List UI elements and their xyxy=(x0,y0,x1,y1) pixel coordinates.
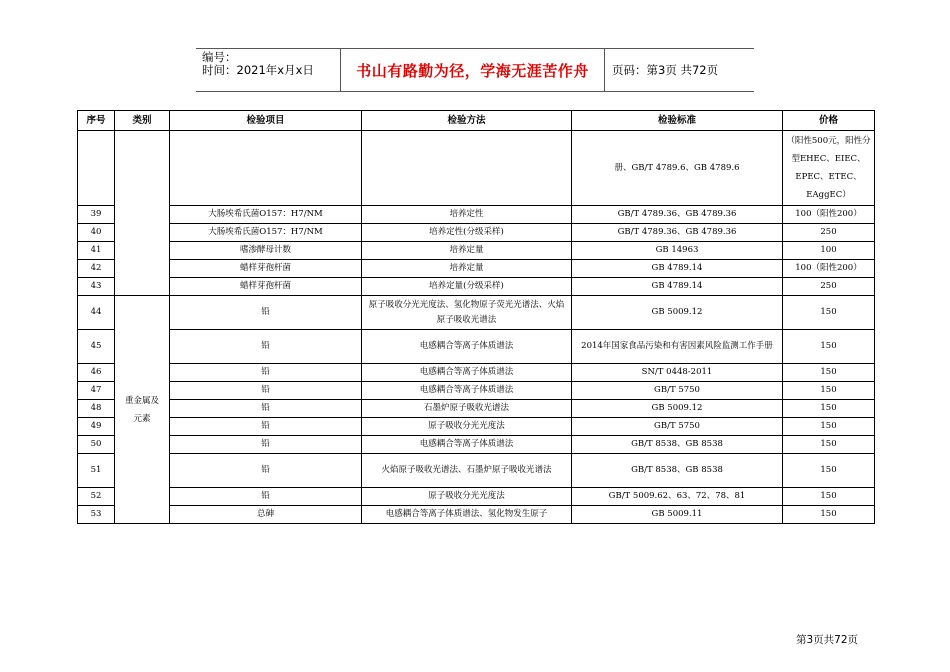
cell-method: 火焰原子吸收光谱法、石墨炉原子吸收光谱法 xyxy=(362,454,572,488)
table-row xyxy=(78,506,875,524)
cell-method: 培养定性(分级采样) xyxy=(362,224,572,242)
table-row xyxy=(78,364,875,382)
cell-price: 250 xyxy=(783,278,875,296)
cell-price: 150 xyxy=(783,364,875,382)
cell-seq: 52 xyxy=(78,488,115,506)
table-row xyxy=(78,278,875,296)
cell-item: 蜡样芽孢杆菌 xyxy=(170,278,362,296)
header-standard: 检验标准 xyxy=(572,111,783,131)
cell-method: 培养定量 xyxy=(362,242,572,260)
cell-method: 石墨炉原子吸收光谱法 xyxy=(362,400,572,418)
cell-standard: GB/T 8538、GB 8538 xyxy=(572,436,783,454)
table-header-row xyxy=(78,111,875,131)
cell-price: 150 xyxy=(783,436,875,454)
cell-method xyxy=(362,131,572,206)
table-row xyxy=(78,296,875,330)
cell-category xyxy=(115,131,170,296)
cell-standard: GB 4789.14 xyxy=(572,260,783,278)
cell-category-heavy-metals xyxy=(115,296,170,524)
cell-standard: 册、GB/T 4789.6、GB 4789.6 xyxy=(572,131,783,206)
cell-seq: 49 xyxy=(78,418,115,436)
table-row xyxy=(78,418,875,436)
cell-seq: 51 xyxy=(78,454,115,488)
cell-seq: 39 xyxy=(78,206,115,224)
cell-item: 铅 xyxy=(170,330,362,364)
cell-price: 100 xyxy=(783,242,875,260)
cell-item: 蜡样芽孢杆菌 xyxy=(170,260,362,278)
cell-standard: GB/T 8538、GB 8538 xyxy=(572,454,783,488)
cell-seq: 42 xyxy=(78,260,115,278)
cell-seq: 41 xyxy=(78,242,115,260)
cell-method: 电感耦合等离子体质谱法 xyxy=(362,364,572,382)
header-method: 检验方法 xyxy=(362,111,572,131)
cell-method: 原子吸收分光光度法 xyxy=(362,418,572,436)
number-label: 编号： xyxy=(202,50,237,64)
cell-standard: GB 4789.14 xyxy=(572,278,783,296)
cell-standard: 2014年国家食品污染和有害因素风险监测工作手册 xyxy=(572,330,783,364)
cell-item: 铅 xyxy=(170,454,362,488)
cell-price: 150 xyxy=(783,296,875,330)
cell-seq: 43 xyxy=(78,278,115,296)
cell-standard: GB/T 5750 xyxy=(572,382,783,400)
cell-method: 电感耦合等离子体质谱法 xyxy=(362,330,572,364)
header-price: 价格 xyxy=(783,111,875,131)
cell-price: 250 xyxy=(783,224,875,242)
cell-seq: 46 xyxy=(78,364,115,382)
cell-price: 150 xyxy=(783,506,875,524)
cell-price: （阳性500元，阳性分型EHEC、EIEC、EPEC、ETEC、EAggEC） xyxy=(783,131,875,206)
cell-standard: SN/T 0448-2011 xyxy=(572,364,783,382)
time-label: 时间：2021年x月x日 xyxy=(202,63,314,77)
cell-item: 大肠埃希氏菌O157：H7/NM xyxy=(170,224,362,242)
cell-item: 铅 xyxy=(170,296,362,330)
table-row xyxy=(78,131,875,206)
cell-price: 100（阳性200） xyxy=(783,260,875,278)
cell-item: 嗜渗酵母计数 xyxy=(170,242,362,260)
table-row xyxy=(78,382,875,400)
header-seq: 序号 xyxy=(78,111,115,131)
cell-item: 铅 xyxy=(170,400,362,418)
cell-item: 大肠埃希氏菌O157：H7/NM xyxy=(170,206,362,224)
header-meta xyxy=(196,49,341,91)
cell-standard: GB/T 4789.36、GB 4789.36 xyxy=(572,206,783,224)
cell-method: 培养定量(分级采样) xyxy=(362,278,572,296)
cell-price: 150 xyxy=(783,382,875,400)
cell-seq: 45 xyxy=(78,330,115,364)
cell-price: 150 xyxy=(783,418,875,436)
cell-seq: 47 xyxy=(78,382,115,400)
table-row xyxy=(78,488,875,506)
cell-price: 150 xyxy=(783,488,875,506)
table-row xyxy=(78,454,875,488)
cell-price: 150 xyxy=(783,330,875,364)
cell-standard: GB 5009.12 xyxy=(572,400,783,418)
table-row xyxy=(78,436,875,454)
cell-standard: GB/T 5750 xyxy=(572,418,783,436)
cell-standard: GB/T 5009.62、63、72、78、81 xyxy=(572,488,783,506)
cell-item: 铅 xyxy=(170,488,362,506)
table-row xyxy=(78,224,875,242)
header-page-label: 页码：第3页 共72页 xyxy=(612,63,719,77)
cell-standard: GB/T 4789.36、GB 4789.36 xyxy=(572,224,783,242)
cell-method: 培养定性 xyxy=(362,206,572,224)
cell-method: 原子吸收分光光度法 xyxy=(362,488,572,506)
cell-seq: 53 xyxy=(78,506,115,524)
cell-item: 铅 xyxy=(170,436,362,454)
cell-standard: GB 5009.11 xyxy=(572,506,783,524)
cell-item: 总砷 xyxy=(170,506,362,524)
cell-seq: 48 xyxy=(78,400,115,418)
cell-method: 电感耦合等离子体质谱法 xyxy=(362,436,572,454)
cell-price: 100（阳性200） xyxy=(783,206,875,224)
cell-price: 150 xyxy=(783,400,875,418)
cell-method: 培养定量 xyxy=(362,260,572,278)
table-row xyxy=(78,206,875,224)
cell-item: 铅 xyxy=(170,364,362,382)
footer-page-number: 第3页共72页 xyxy=(796,634,859,646)
table-row xyxy=(78,260,875,278)
cell-item xyxy=(170,131,362,206)
category-label: 重金属及元素 xyxy=(124,395,159,424)
cell-seq: 50 xyxy=(78,436,115,454)
header-item: 检验项目 xyxy=(170,111,362,131)
table-row xyxy=(78,242,875,260)
header-motto: 书山有路勤为径，学海无涯苦作舟 xyxy=(341,49,605,91)
table-row xyxy=(78,330,875,364)
cell-method: 电感耦合等离子体质谱法 xyxy=(362,382,572,400)
cell-seq xyxy=(78,131,115,206)
cell-standard: GB 14963 xyxy=(572,242,783,260)
cell-standard: GB 5009.12 xyxy=(572,296,783,330)
table-row xyxy=(78,400,875,418)
cell-method: 电感耦合等离子体质谱法、氢化物发生原子 xyxy=(362,506,572,524)
header-category: 类别 xyxy=(115,111,170,131)
cell-method: 原子吸收分光光度法、氢化物原子荧光光谱法、火焰原子吸收光谱法 xyxy=(362,296,572,330)
cell-item: 铅 xyxy=(170,382,362,400)
cell-seq: 44 xyxy=(78,296,115,330)
cell-item: 铅 xyxy=(170,418,362,436)
cell-price: 150 xyxy=(783,454,875,488)
cell-seq: 40 xyxy=(78,224,115,242)
page-header xyxy=(196,48,754,92)
inspection-price-table xyxy=(77,110,875,524)
